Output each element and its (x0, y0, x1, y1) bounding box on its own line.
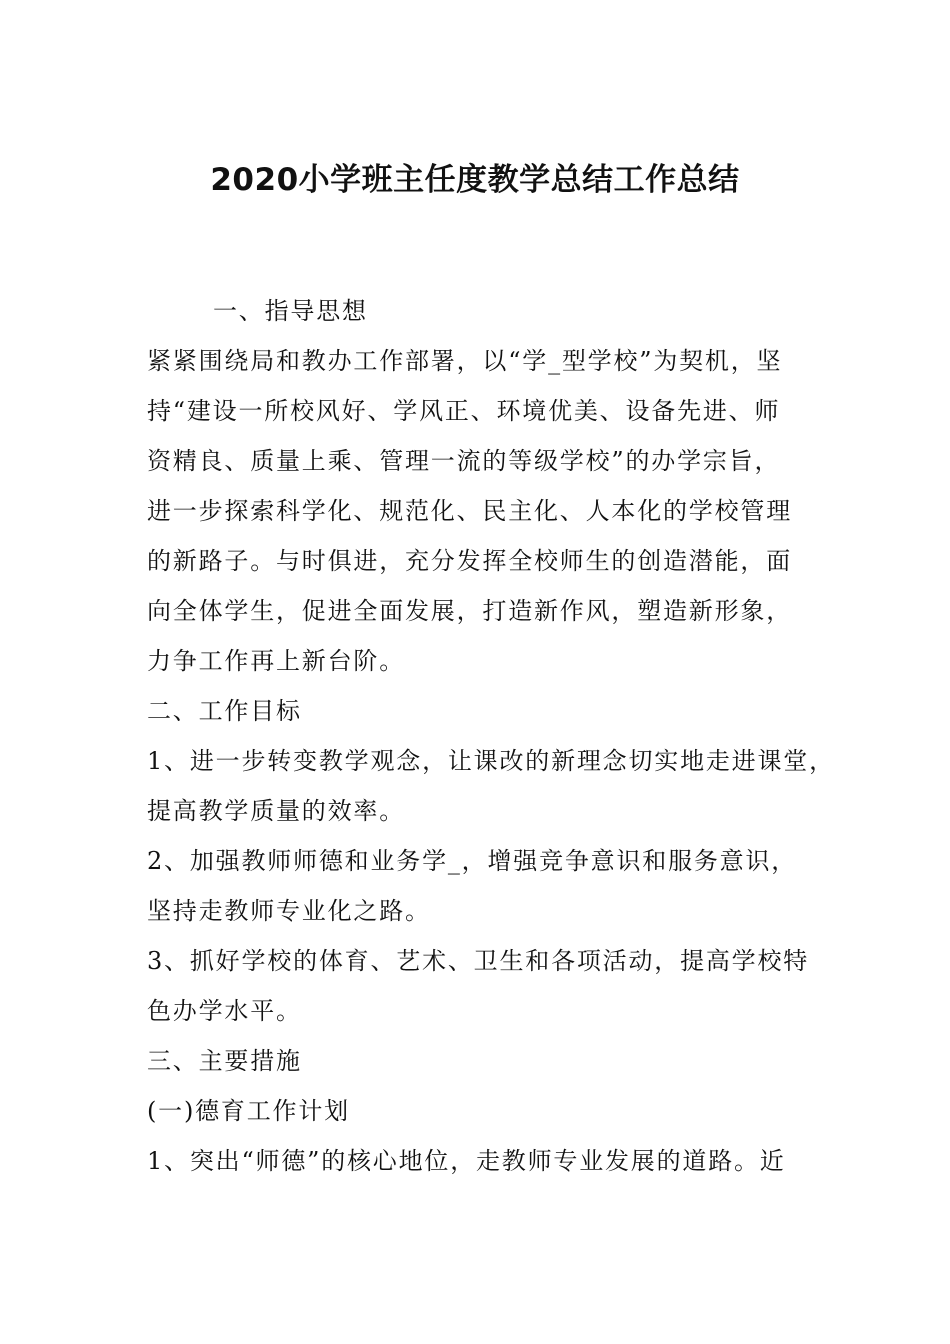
paragraph-line: 紧紧围绕局和教办工作部署，以“学_型学校”为契机，坚 (147, 347, 783, 375)
paragraph-line: 进一步探索科学化、规范化、民主化、人本化的学校管理 (147, 497, 792, 525)
section-heading: 二、工作目标 (147, 697, 302, 725)
subsection-heading: (一)德育工作计划 (147, 1097, 350, 1125)
paragraph-line: 力争工作再上新台阶。 (147, 647, 405, 675)
list-item-line: 提高教学质量的效率。 (147, 797, 405, 825)
list-item-line: 2、加强教师师德和业务学_，增强竞争意识和服务意识， (147, 847, 798, 875)
paragraph-line: 的新路子。与时俱进，充分发挥全校师生的创造潜能，面 (147, 547, 792, 575)
list-item-line: 1、突出“师德”的核心地位，走教师专业发展的道路。近 (147, 1147, 786, 1175)
section-heading: 三、主要措施 (147, 1047, 302, 1075)
list-item-line: 色办学水平。 (147, 997, 302, 1025)
paragraph-line: 持“建设一所校风好、学风正、环境优美、设备先进、师 (147, 397, 781, 425)
section-heading: 一、指导思想 (213, 297, 368, 325)
list-item-line: 1、进一步转变教学观念，让课改的新理念切实地走进课堂， (147, 747, 835, 775)
document-body (147, 286, 835, 1186)
paragraph-line: 资精良、质量上乘、管理一流的等级学校”的办学宗旨， (147, 447, 781, 475)
paragraph-line: 向全体学生，促进全面发展，打造新作风，塑造新形象， (147, 597, 792, 625)
document-title: 2020小学班主任度教学总结工作总结 (210, 162, 740, 198)
list-item-line: 坚持走教师专业化之路。 (147, 897, 431, 925)
list-item-line: 3、抓好学校的体育、艺术、卫生和各项活动，提高学校特 (147, 947, 810, 975)
